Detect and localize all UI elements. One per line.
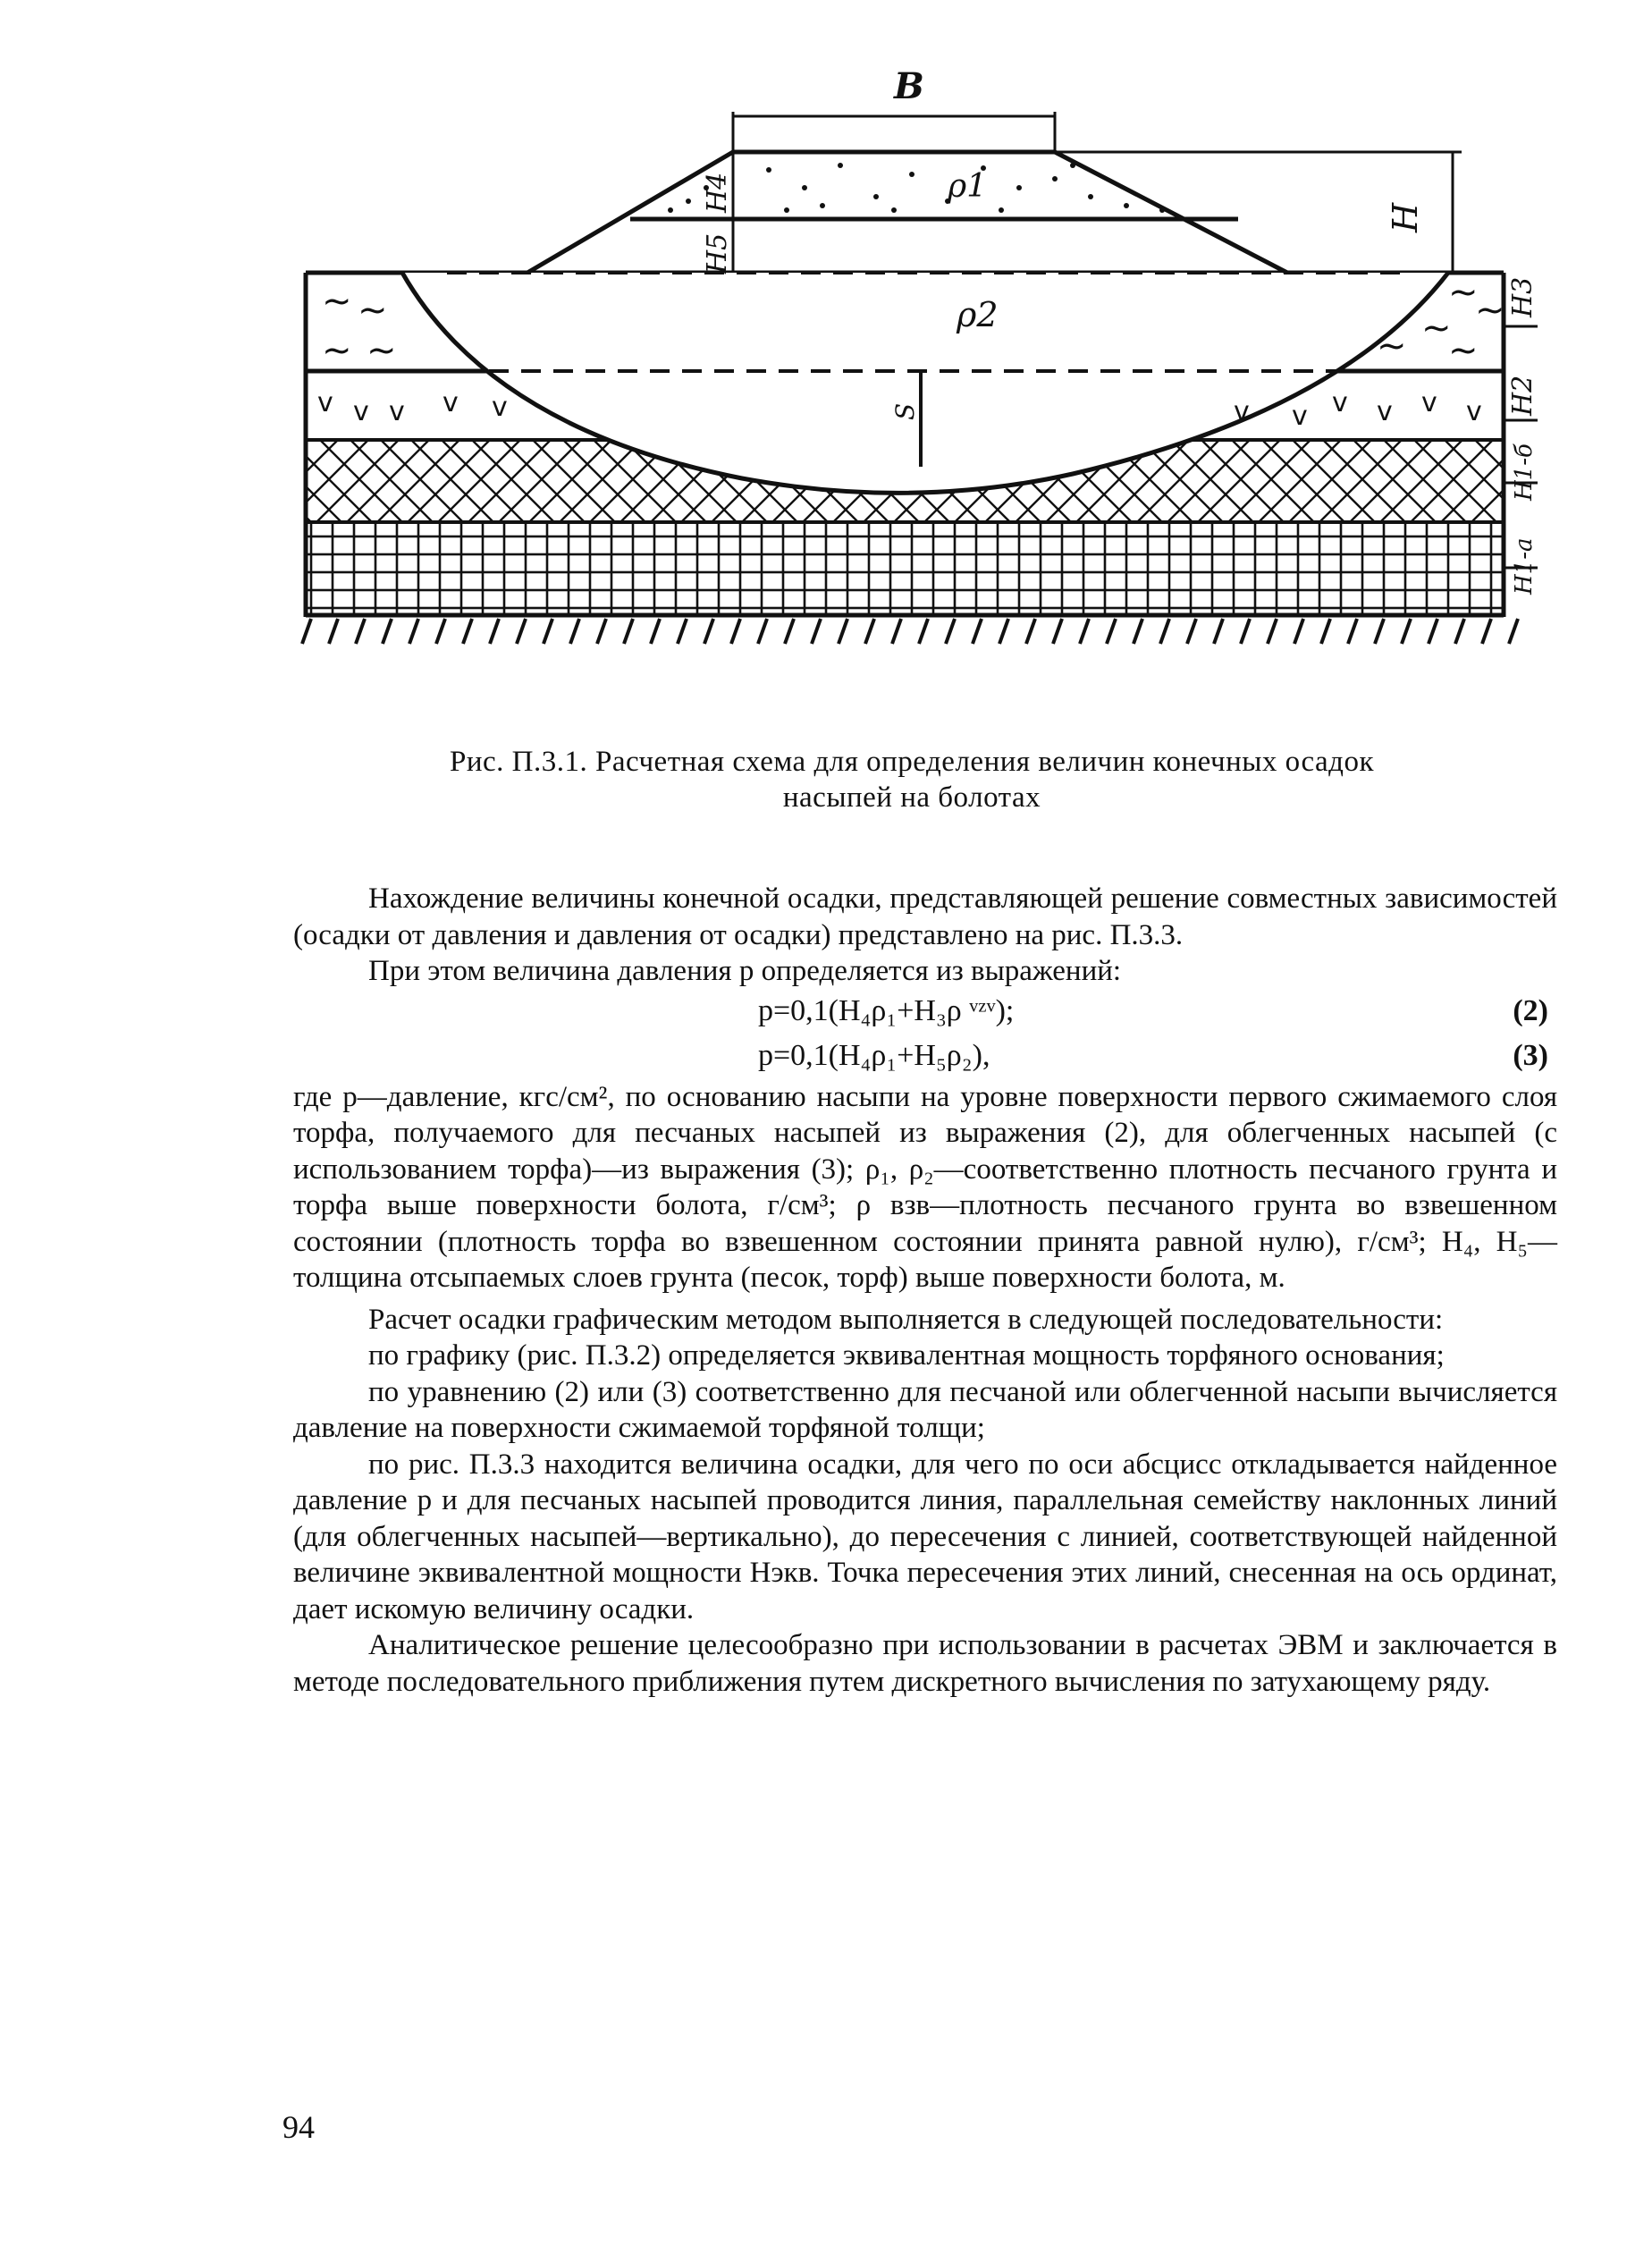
svg-text:~: ~ <box>1421 308 1452 349</box>
svg-text:~: ~ <box>1448 330 1479 371</box>
paragraph-6: по уравнению (2) или (3) соответственно для песчаной или облегченной насыпи вычисляется давление на поверхности сжимаемой торфяной толщи; <box>293 1375 1557 1444</box>
label-H: H <box>1386 202 1425 232</box>
svg-text:~: ~ <box>358 290 388 331</box>
label-S: S <box>890 402 920 420</box>
svg-text:~: ~ <box>1377 325 1407 367</box>
svg-text:v: v <box>492 392 508 423</box>
svg-text:v: v <box>1292 401 1308 432</box>
svg-text:~: ~ <box>367 330 397 371</box>
paragraph-2: При этом величина давления p определяется из выражений: <box>368 955 1122 987</box>
svg-text:v: v <box>353 396 369 427</box>
figure-caption <box>295 744 1529 815</box>
equation-2 <box>293 990 1557 1034</box>
caption-line-1: Рис. П.3.1. Расчетная схема для определения величин конечных осадок <box>449 746 1375 778</box>
paragraph-8: Аналитическое решение целесообразно при использовании в расчетах ЭВМ и заключается в методе последовательного приближения путем дискретного вычисления по затухающему ряду. <box>293 1629 1557 1698</box>
label-H2: H2 <box>1507 375 1538 416</box>
embankment-settlement-diagram <box>268 54 1564 662</box>
paragraph-4: Расчет осадки графическим методом выполняется в следующей последовательности: <box>368 1303 1444 1336</box>
label-H1a: H1-а <box>1511 537 1538 595</box>
label-H3: H3 <box>1507 276 1538 317</box>
equation-3-number: (3) <box>1513 1038 1548 1072</box>
caption-line-2: насыпей на болотах <box>782 781 1041 814</box>
svg-text:v: v <box>1234 396 1250 427</box>
svg-text:v: v <box>1421 387 1437 418</box>
paragraph-5: по графику (рис. П.3.2) определяется эквивалентная мощность торфяного основания; <box>368 1339 1445 1372</box>
svg-text:~: ~ <box>322 281 352 322</box>
paragraph-7: по рис. П.3.3 находится величина осадки, для чего по оси абсцисс откладывается найденное давление p и для песчаных насыпей проводится линия, параллельная семейству наклонных линий (для облегченных насыпей—вертикально), до пересечения с линией, соответствующей найденной величине эквивалентной мощности Hэкв. Точка пересечения этих линий, снесенная на ось ординат, дает искомую величину осадки. <box>293 1448 1557 1625</box>
svg-text:v: v <box>1377 396 1393 427</box>
svg-text:v: v <box>442 387 459 418</box>
layer-h1a-grid <box>306 522 1504 615</box>
svg-text:~: ~ <box>322 330 352 371</box>
svg-text:v: v <box>1466 396 1482 427</box>
equation-3-expr: p=0,1(H₄ρ₁+H₅ρ₂), <box>758 1038 990 1072</box>
label-B: B <box>894 65 924 107</box>
svg-text:v: v <box>1332 387 1348 418</box>
label-H1b: H1-б <box>1511 443 1538 501</box>
equation-3 <box>293 1034 1557 1079</box>
base-hatching <box>302 619 1518 644</box>
equation-2-expr: p=0,1(H₄ρ₁+H₃ρ ᵛᶻᵛ); <box>758 993 1015 1027</box>
svg-text:~: ~ <box>1475 290 1505 331</box>
paragraph-1: Нахождение величины конечной осадки, представляющей решение совместных зависимостей (осадки от давления и давления от осадки) представлено на рис. П.3.3. <box>293 882 1557 951</box>
embankment-outline <box>527 152 1287 273</box>
label-H4: H4 <box>702 172 733 213</box>
page-number: 94 <box>282 2109 315 2145</box>
equation-2-number: (2) <box>1513 993 1548 1027</box>
svg-text:~: ~ <box>1448 272 1479 313</box>
label-rho1: ρ1 <box>948 168 988 205</box>
svg-text:v: v <box>389 396 405 427</box>
svg-text:v: v <box>317 387 333 418</box>
paragraph-3: где p—давление, кгс/см², по основанию насыпи на уровне поверхности первого сжимаемого слоя торфа, получаемого для песчаных насыпей из выражения (2), для облегченных насыпей (с использованием торфа)—из выражения (3); ρ₁, ρ₂—соответственно плотность песчаного грунта и торфа выше поверхности болота, г/см³; ρ взв—плотность песчаного грунта во взвешенном состоянии (плотность торфа во взвешенном состоянии принята равной нулю), г/см³; H₄, H₅—толщина отсыпаемых слоев грунта (песок, торф) выше поверхности болота, м. <box>293 1080 1557 1294</box>
label-rho2: ρ2 <box>957 295 999 334</box>
body-text <box>293 881 1557 1700</box>
label-H5: H5 <box>702 232 733 274</box>
